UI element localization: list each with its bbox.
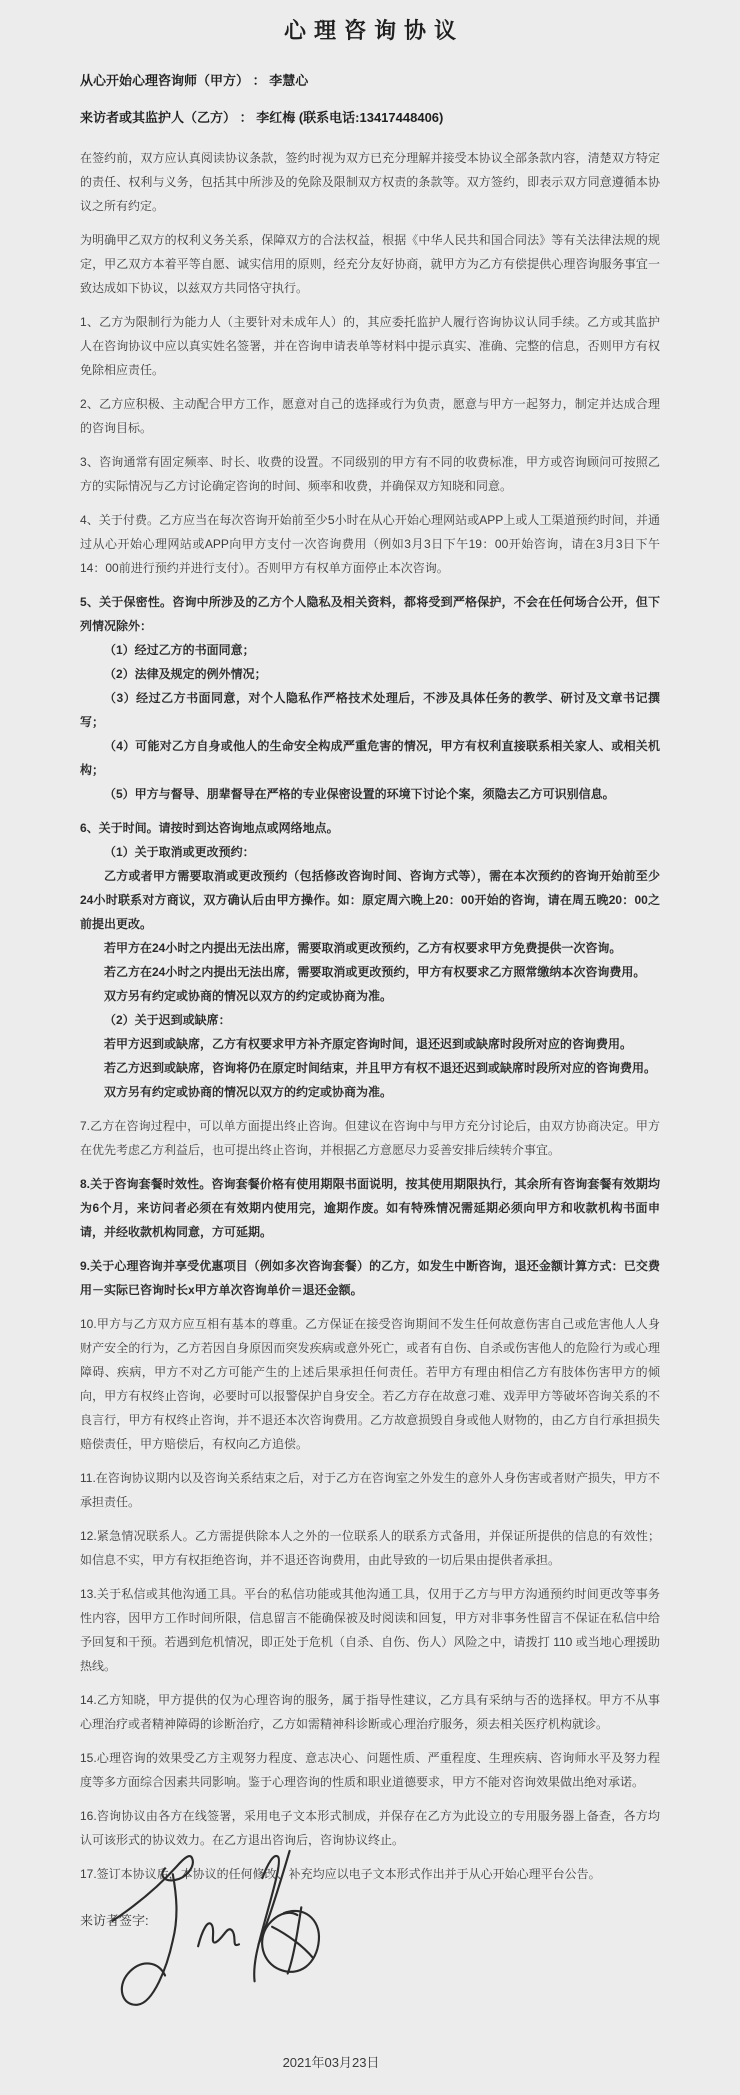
clause-14-text: 14.乙方知晓，甲方提供的仅为心理咨询的服务，属于指导性建议，乙方具有采纳与否的选择权。甲方不从事心理治疗或者精神障碍的诊断治疗，乙方如需精神科诊断或心理治疗服务，须去相关医疗机构就诊。 (80, 1693, 660, 1731)
clause-12 (80, 1524, 660, 1572)
clause-1 (80, 310, 660, 382)
clause-6-sub-7: 若甲方迟到或缺席，乙方有权要求甲方补齐原定咨询时间，退还迟到或缺席时段所对应的咨询费用。 (104, 1037, 633, 1051)
clause-16-text: 16.咨询协议由各方在线签署，采用电子文本形式制成，并保存在乙方为此设立的专用服务器上备查，各方均认可该形式的协议效力。在乙方退出咨询后，咨询协议终止。 (80, 1809, 660, 1847)
clause-8-text: 8.关于咨询套餐时效性。咨询套餐价格有使用期限书面说明，按其使用期限执行，其余所有咨询套餐有效期均为6个月，来访问者必须在有效期内使用完，逾期作废。如有特殊情况需延期必须向甲方和收款机构书面申请，并经收款机构同意，方可延期。 (80, 1177, 660, 1239)
clause-15 (80, 1746, 660, 1794)
clause-11-text: 11.在咨询协议期内以及咨询关系结束之后，对于乙方在咨询室之外发生的意外人身伤害或者财产损失，甲方不承担责任。 (80, 1471, 660, 1509)
clause-6 (80, 816, 660, 1104)
clause-5 (80, 590, 660, 806)
clause-5-text: 5、关于保密性。咨询中所涉及的乙方个人隐私及相关资料，都将受到严格保护，不会在任何场合公开，但下列情况除外： (80, 595, 660, 633)
clause-6-sub-9: 双方另有约定或协商的情况以双方的约定或协商为准。 (104, 1085, 393, 1099)
clause-17-text: 17.签订本协议后，本协议的任何修改、补充均应以电子文本形式作出并于从心开始心理平台公告。 (80, 1867, 601, 1881)
clause-13-text: 13.关于私信或其他沟通工具。平台的私信功能或其他沟通工具，仅用于乙方与甲方沟通预约时间更改等事务性内容，因甲方工作时间所限，信息留言不能确保被及时阅读和回复，甲方对非事务性留言不保证在私信中给予回复和干预。若遇到危机情况，即正处于危机（自杀、自伤、伤人）风险之中，请拨打 110 或当地心理援助热线。 (80, 1587, 660, 1673)
party-b-line: 来访者或其监护人（乙方） ： 李红梅 (联系电话:13417448406) (80, 110, 444, 125)
clause-5-sub-5: （5）甲方与督导、朋辈督导在严格的专业保密设置的环境下讨论个案，须隐去乙方可识别信息。 (104, 787, 615, 801)
clause-6-sub-8: 若乙方迟到或缺席，咨询将仍在原定时间结束，并且甲方有权不退还迟到或缺席时段所对应的咨询费用。 (104, 1061, 657, 1075)
clause-7-text: 7.乙方在咨询过程中，可以单方面提出终止咨询。但建议在咨询中与甲方充分讨论后，由双方协商决定。甲方在优先考虑乙方利益后，也可提出终止咨询，并根据乙方意愿尽力妥善安排后续转介事宜。 (80, 1119, 660, 1157)
visitor-signature-label: 来访者签字: (80, 1913, 149, 1928)
clause-8 (80, 1172, 660, 1244)
clause-5-sub-2: （2）法律及规定的例外情况； (104, 667, 267, 681)
clause-15-text: 15.心理咨询的效果受乙方主观努力程度、意志决心、问题性质、严重程度、生理疾病、咨询师水平及努力程度等多方面综合因素共同影响。鉴于心理咨询的性质和职业道德要求，甲方不能对咨询效果做出绝对承诺。 (80, 1751, 660, 1789)
clause-6-text: 6、关于时间。请按时到达咨询地点或网络地点。 (80, 821, 339, 835)
clause-4-text: 4、关于付费。乙方应当在每次咨询开始前至少5小时在从心开始心理网站或APP上或人工渠道预约时间，并通过从心开始心理网站或APP向甲方支付一次咨询费用（例如3月3日下午19：00开始咨询，请在3月3日下午14：00前进行预约并进行支付）。否则甲方有权单方面停止本次咨询。 (80, 513, 660, 575)
clause-10-text: 10.甲方与乙方双方应互相有基本的尊重。乙方保证在接受咨询期间不发生任何故意伤害自己或危害他人人身财产安全的行为，乙方若因自身原因而突发疾病或意外死亡，或者有自伤、自杀或伤害他人的危险行为或心理障碍、疾病，甲方不对乙方可能产生的上述后果承担任何责任。若甲方有理由相信乙方有肢体伤害甲方的倾向，甲方有权终止咨询，必要时可以报警保护自身安全。若乙方存在故意刁难、戏弄甲方等破坏咨询关系的不良言行，甲方有权终止咨询，并不退还本次咨询费用。乙方故意损毁自身或他人财物的，由乙方自行承担损失赔偿责任，甲方赔偿后，有权向乙方追偿。 (80, 1317, 660, 1451)
clause-11 (80, 1466, 660, 1514)
clause-1-text: 1、乙方为限制行为能力人（主要针对未成年人）的，其应委托监护人履行咨询协议认同手续。乙方或其监护人在咨询协议中应以真实姓名签署，并在咨询申请表单等材料中提示真实、准确、完整的信息，否则甲方有权免除相应责任。 (80, 315, 660, 377)
clause-6-sub-4: 若乙方在24小时之内提出无法出席，需要取消或更改预约，甲方有权要求乙方照常缴纳本次咨询费用。 (104, 965, 646, 979)
party-a-line: 从心开始心理咨询师（甲方） ： 李慧心 (80, 73, 309, 88)
clause-14 (80, 1688, 660, 1736)
page-title: 心理咨询协议 (283, 18, 464, 43)
clause-6-sub-6: （2）关于迟到或缺席： (104, 1013, 231, 1027)
clause-9 (80, 1254, 660, 1302)
clause-6-sub-5: 双方另有约定或协商的情况以双方的约定或协商为准。 (104, 989, 393, 1003)
clause-6-sub-1: （1）关于取消或更改预约： (104, 845, 255, 859)
intro-paragraph-1: 在签约前，双方应认真阅读协议条款，签约时视为双方已充分理解并接受本协议全部条款内容，清楚双方特定的责任、权利与义务，包括其中所涉及的免除及限制双方权责的条款等。双方签约，即表示双方同意遵循本协议之所有约定。 (80, 151, 660, 213)
clause-12-text: 12.紧急情况联系人。乙方需提供除本人之外的一位联系人的联系方式备用，并保证所提供的信息的有效性；如信息不实，甲方有权拒绝咨询，并不退还咨询费用，由此导致的一切后果由提供者承担。 (80, 1529, 660, 1567)
handwritten-signature-image (108, 1845, 333, 2030)
clause-2 (80, 392, 660, 440)
clause-10 (80, 1312, 660, 1456)
signing-date: 2021年03月23日 (282, 2055, 380, 2070)
clause-9-text: 9.关于心理咨询并享受优惠项目（例如多次咨询套餐）的乙方，如发生中断咨询，退还金额计算方式：已交费用－实际已咨询时长x甲方单次咨询单价＝退还金额。 (80, 1259, 660, 1297)
clause-13 (80, 1582, 660, 1678)
clause-6-sub-2: 乙方或者甲方需要取消或更改预约（包括修改咨询时间、咨询方式等），需在本次预约的咨询开始前至少24小时联系对方商议，双方确认后由甲方操作。如：原定周六晚上20：00开始的咨询，请在周五晚20：00之前提出更改。 (80, 869, 660, 931)
clause-7 (80, 1114, 660, 1162)
clause-2-text: 2、乙方应积极、主动配合甲方工作，愿意对自己的选择或行为负责，愿意与甲方一起努力，制定并达成合理的咨询目标。 (80, 397, 660, 435)
clause-3 (80, 450, 660, 498)
intro-paragraph-2: 为明确甲乙双方的权利义务关系，保障双方的合法权益，根据《中华人民共和国合同法》等有关法律法规的规定，甲乙双方本着平等自愿、诚实信用的原则，经充分友好协商，就甲方为乙方有偿提供心理咨询服务事宜一致达成如下协议，以兹双方共同恪守执行。 (80, 233, 660, 295)
clause-5-sub-3: （3）经过乙方书面同意，对个人隐私作严格技术处理后，不涉及具体任务的教学、研讨及文章书记撰写； (80, 691, 660, 729)
clause-3-text: 3、咨询通常有固定频率、时长、收费的设置。不同级别的甲方有不同的收费标准，甲方或咨询顾问可按照乙方的实际情况与乙方讨论确定咨询的时间、频率和收费，并确保双方知晓和同意。 (80, 455, 660, 493)
clause-4 (80, 508, 660, 580)
clause-5-sub-1: （1）经过乙方的书面同意； (104, 643, 255, 657)
clause-5-sub-4: （4）可能对乙方自身或他人的生命安全构成严重危害的情况，甲方有权利直接联系相关家人、或相关机构； (80, 739, 660, 777)
clause-6-sub-3: 若甲方在24小时之内提出无法出席，需要取消或更改预约，乙方有权要求甲方免费提供一次咨询。 (104, 941, 622, 955)
